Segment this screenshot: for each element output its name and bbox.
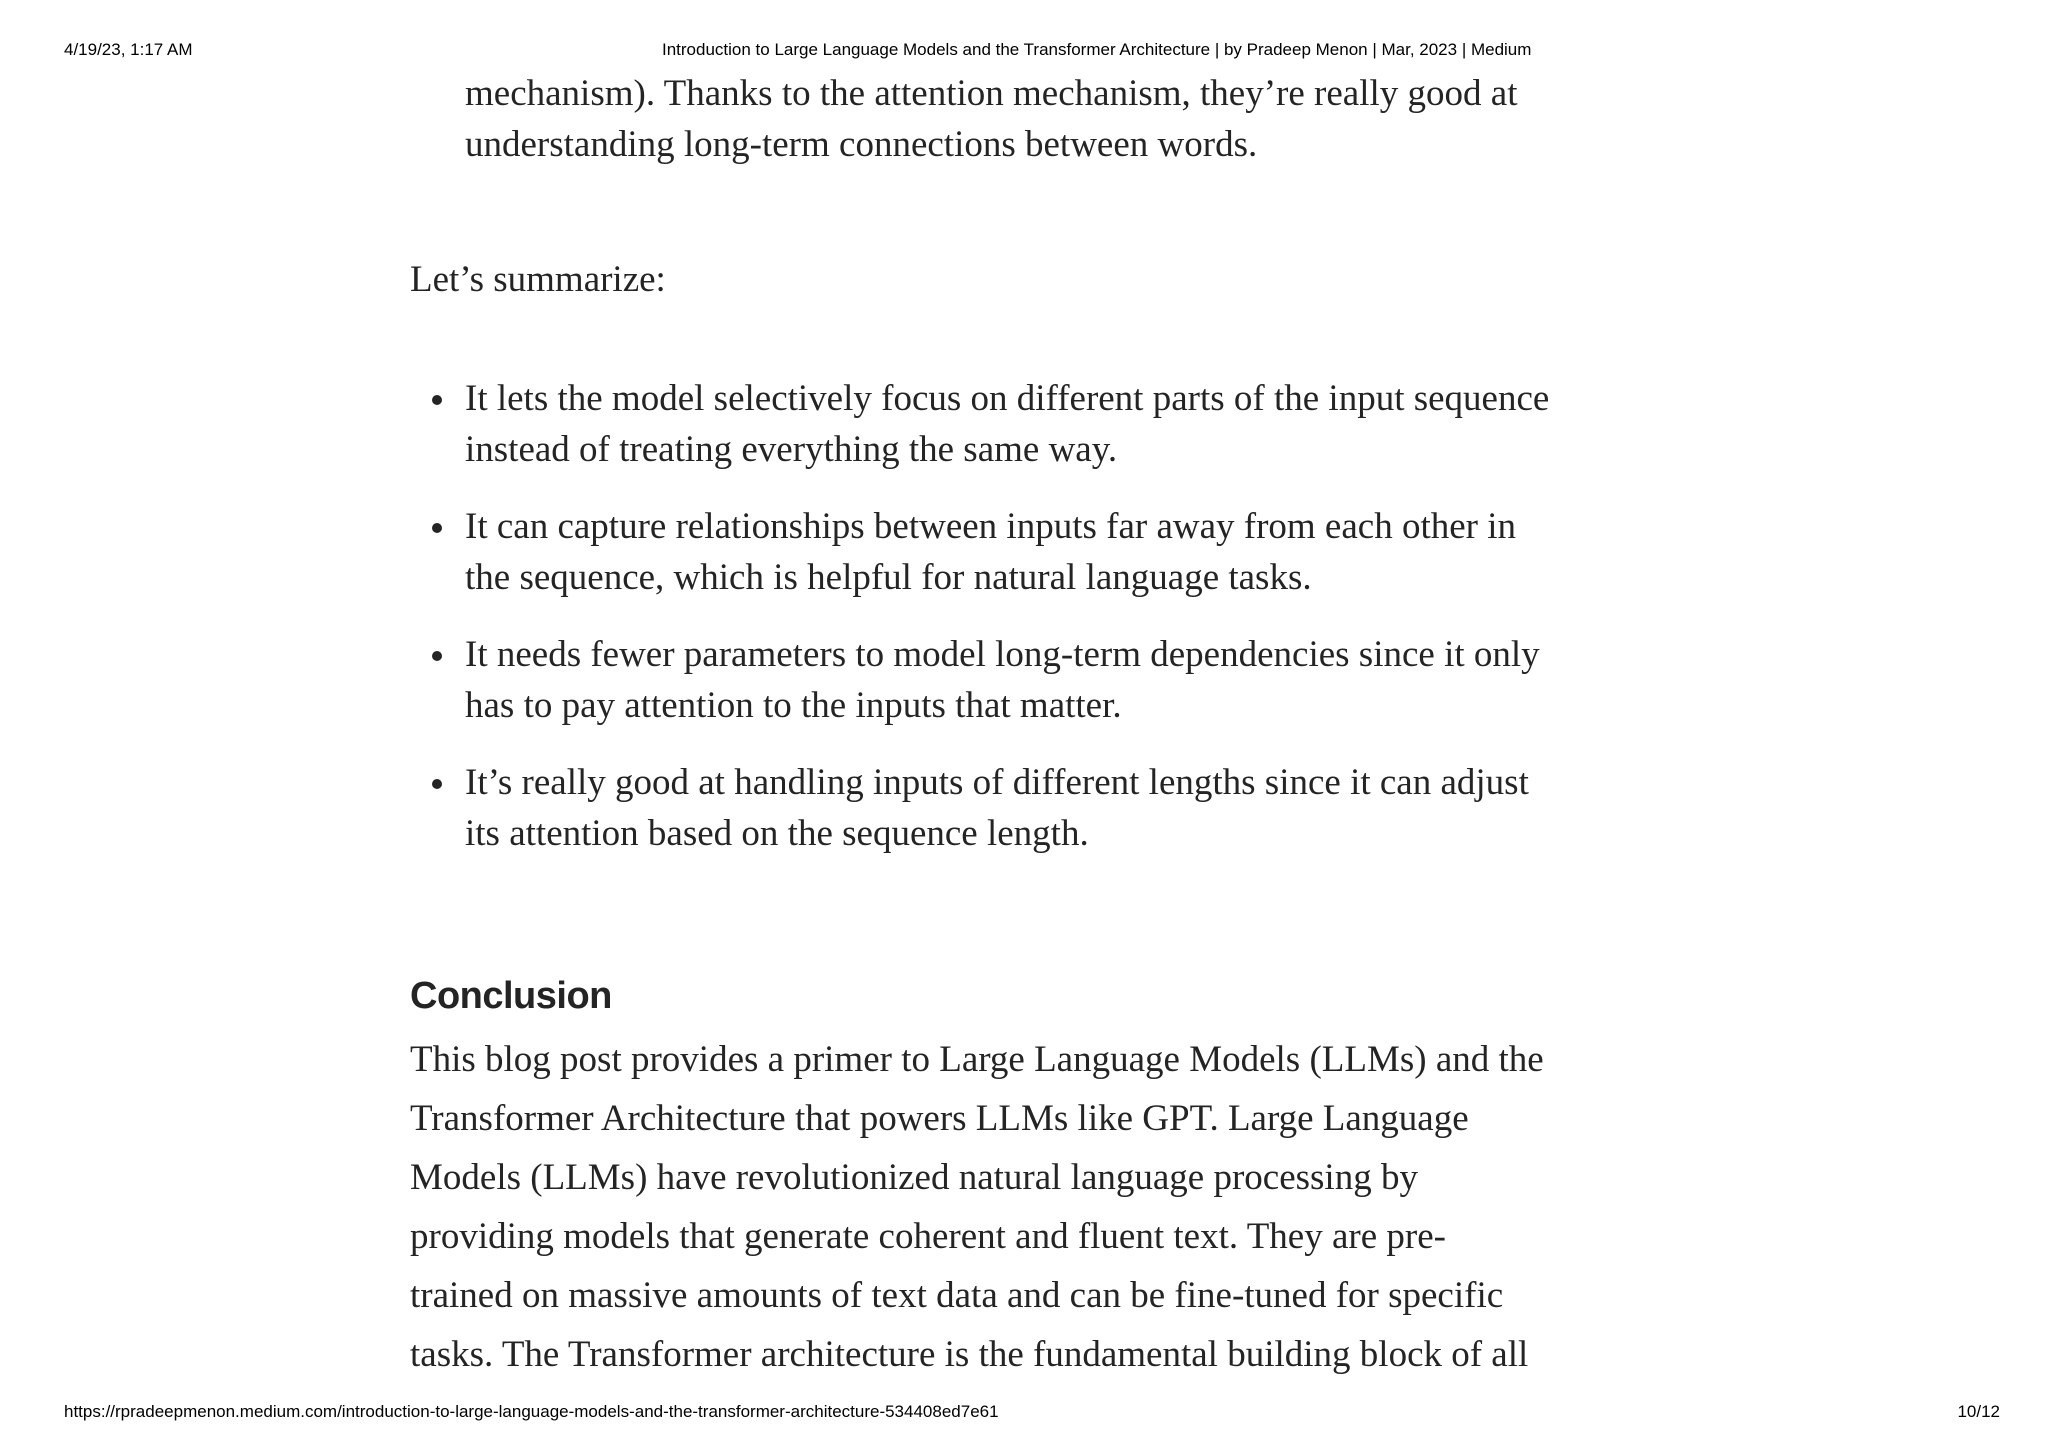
bullet-line: It can capture relationships between inputs far away from each other in xyxy=(465,506,1516,547)
bullet-item xyxy=(410,501,1665,603)
bullet-line: its attention based on the sequence length. xyxy=(465,813,1089,854)
bullet-dot-icon xyxy=(432,779,442,789)
bullet-dot-icon xyxy=(432,523,442,533)
paragraph-line: providing models that generate coherent and fluent text. They are pre- xyxy=(410,1216,1446,1257)
continued-paragraph xyxy=(410,68,1655,170)
bullet-line: It’s really good at handling inputs of different lengths since it can adjust xyxy=(465,762,1529,803)
print-footer xyxy=(0,1402,2048,1426)
paragraph-line: trained on massive amounts of text data and can be fine-tuned for specific xyxy=(410,1275,1504,1316)
conclusion-paragraph xyxy=(410,1030,1670,1384)
paragraph-line: This blog post provides a primer to Large Language Models (LLMs) and the xyxy=(410,1039,1544,1080)
bullet-dot-icon xyxy=(432,395,442,405)
paragraph-line: tasks. The Transformer architecture is the fundamental building block of all xyxy=(410,1334,1529,1375)
print-page-title: Introduction to Large Language Models and the Transformer Architecture | by Pradeep Menon | Mar, 2023 | Medium xyxy=(662,40,1532,59)
paragraph-line: understanding long-term connections between words. xyxy=(465,124,1258,165)
bullet-line: It lets the model selectively focus on different parts of the input sequence xyxy=(465,378,1550,419)
bullet-line: instead of treating everything the same way. xyxy=(465,429,1118,470)
print-page-url: https://rpradeepmenon.medium.com/introduction-to-large-language-models-and-the-transformer-architecture-534408ed7e61 xyxy=(64,1402,999,1421)
paragraph-line: mechanism). Thanks to the attention mechanism, they’re really good at xyxy=(465,73,1518,114)
bullet-dot-icon xyxy=(432,651,442,661)
conclusion-heading: Conclusion xyxy=(410,975,612,1017)
paragraph-line: Models (LLMs) have revolutionized natural language processing by xyxy=(410,1157,1418,1198)
print-page-number: 10/12 xyxy=(1957,1402,2000,1421)
print-header xyxy=(0,40,2048,64)
bullet-item xyxy=(410,629,1665,731)
article-body xyxy=(410,68,1670,1375)
bullet-item xyxy=(410,757,1665,859)
bullet-item xyxy=(410,373,1665,475)
print-datetime: 4/19/23, 1:17 AM xyxy=(64,40,193,59)
bullet-line: has to pay attention to the inputs that matter. xyxy=(465,685,1122,726)
summary-bullet-list xyxy=(410,373,1670,885)
paragraph-line: Transformer Architecture that powers LLMs like GPT. Large Language xyxy=(410,1098,1469,1139)
bullet-line: the sequence, which is helpful for natural language tasks. xyxy=(465,557,1312,598)
bullet-line: It needs fewer parameters to model long-term dependencies since it only xyxy=(465,634,1540,675)
summary-label: Let’s summarize: xyxy=(410,259,666,300)
